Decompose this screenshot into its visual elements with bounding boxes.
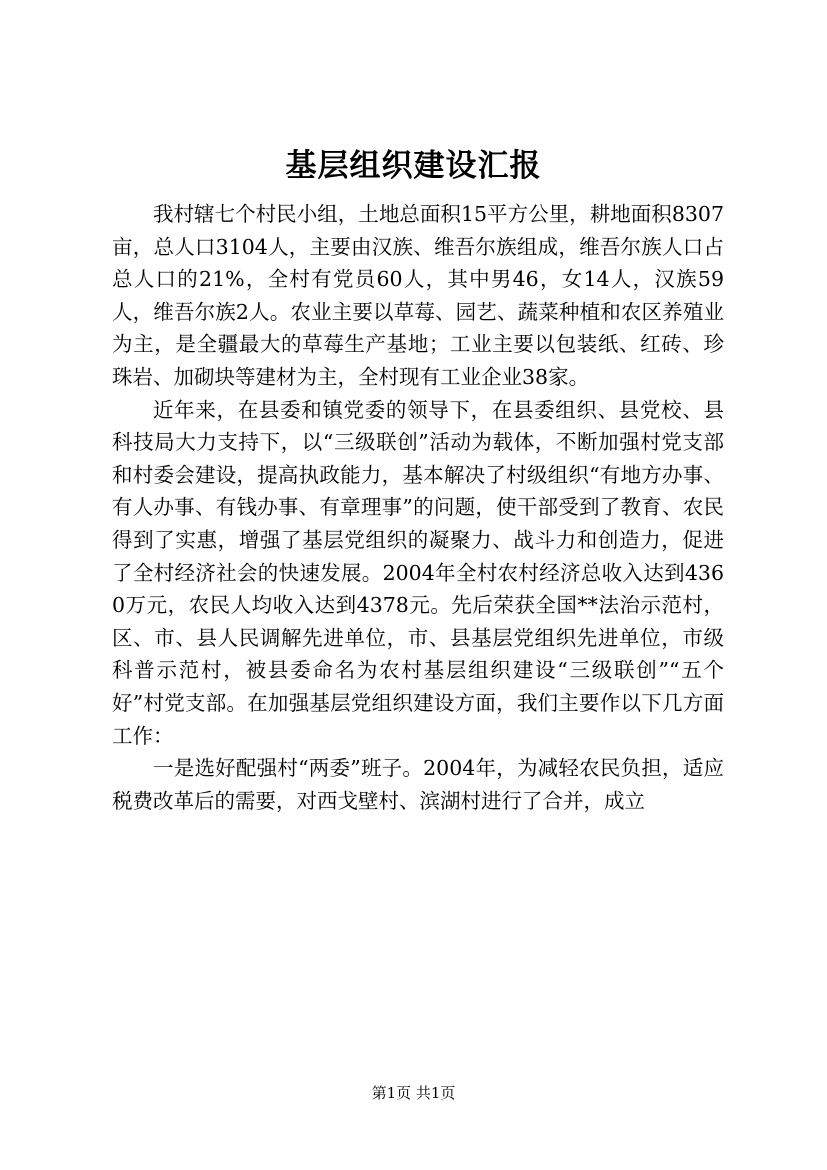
document-title: 基层组织建设汇报 [285,148,542,184]
document-body [112,198,724,817]
paragraph-village-overview: 我村辖七个村民小组，土地总面积15平方公里，耕地面积8307亩，总人口3104人，主要由汉族、维吾尔族组成，维吾尔族人口占总人口的21%，全村有党员60人，其中男46，女14人，汉族59人，维吾尔族2人。农业主要以草莓、园艺、蔬菜种植和农区养殖业为主，是全疆最大的草莓生产基地；工业主要以包装纸、红砖、珍珠岩、加砌块等建材为主，全村现有工业企业38家。 [112,202,724,389]
paragraph-recent-work: 近年来，在县委和镇党委的领导下，在县委组织、县党校、县科技局大力支持下，以“三级联创”活动为载体，不断加强村党支部和村委会建设，提高执政能力，基本解决了村级组织“有地方办事、有人办事、有钱办事、有章理事”的问题，使干部受到了教育、农民得到了实惠，增强了基层党组织的凝聚力、战斗力和创造力，促进了全村经济社会的快速发展。2004年全村农村经济总收入达到4360万元，农民人均收入达到4378元。先后荣获全国**法治示范村，区、市、县人民调解先进单位，市、县基层党组织先进单位，市级科普示范村，被县委命名为农村基层组织建设“三级联创”“五个好”村党支部。在加强基层党组织建设方面，我们主要作以下几方面工作： [112,397,724,748]
page-footer: 第1页 共1页 [371,1084,456,1102]
paragraph-first-measure: 一是选好配强村“两委”班子。2004年，为减轻农民负担，适应税费改革后的需要，对西戈壁村、滨湖村进行了合并，成立 [112,756,724,813]
